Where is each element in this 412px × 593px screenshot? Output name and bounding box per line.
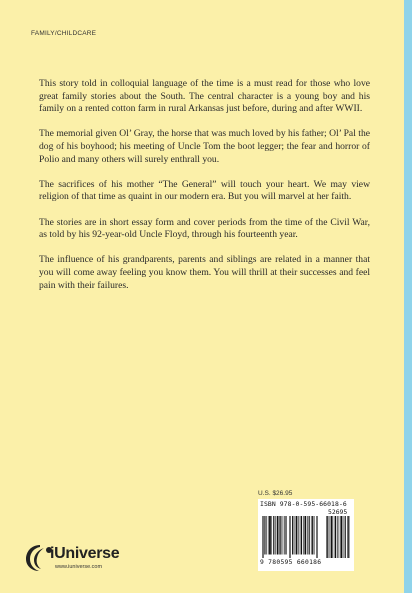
blurb-paragraph: This story told in colloquial language of the time is a must read for those who love great family stories about the South. The central character is a young boy and his family on a rented cotton farm in rural Arkansas just before, during and after WWII. xyxy=(39,78,370,115)
publisher-url: www.iuniverse.com xyxy=(55,564,103,570)
publisher-logo xyxy=(24,542,174,574)
isbn-small-barcode xyxy=(260,508,310,515)
spine-color-stripe xyxy=(404,0,412,593)
ean-barcode-bars xyxy=(262,516,318,558)
price-label: U.S. $26.95 xyxy=(258,490,293,497)
back-cover-blurb xyxy=(39,78,370,305)
price-addon-bars xyxy=(326,516,350,558)
isbn-barcode xyxy=(258,499,354,571)
isbn-number: ISBN 978-0-595-66018-6 xyxy=(260,500,347,508)
price-addon-number: 52695 xyxy=(328,508,348,516)
blurb-paragraph: The stories are in short essay form and cover periods from the time of the Civil War, as told by his 92-year-old Uncle Floyd, through his fourteenth year. xyxy=(39,216,370,241)
blurb-paragraph: The influence of his grandparents, parents and siblings are related in a manner that you will come away feeling you know them. You will thrill at their successes and feel pain with their failures. xyxy=(39,254,370,291)
ean-number: 9 780595 660186 xyxy=(260,559,322,566)
publisher-name: iUniverse xyxy=(50,545,120,562)
blurb-paragraph: The sacrifices of his mother “The General” will touch your heart. We may view religion of that time as quaint in our modern era. But you will marvel at her faith. xyxy=(39,178,370,203)
blurb-paragraph: The memorial given Ol’ Gray, the horse that was much loved by his father; Ol’ Pal the dog of his boyhood; his meeting of Uncle Tom the boot legger; the fear and horror of Polio and many others will surely enthrall you. xyxy=(39,128,370,165)
category-label: FAMILY/CHILDCARE xyxy=(31,30,97,37)
